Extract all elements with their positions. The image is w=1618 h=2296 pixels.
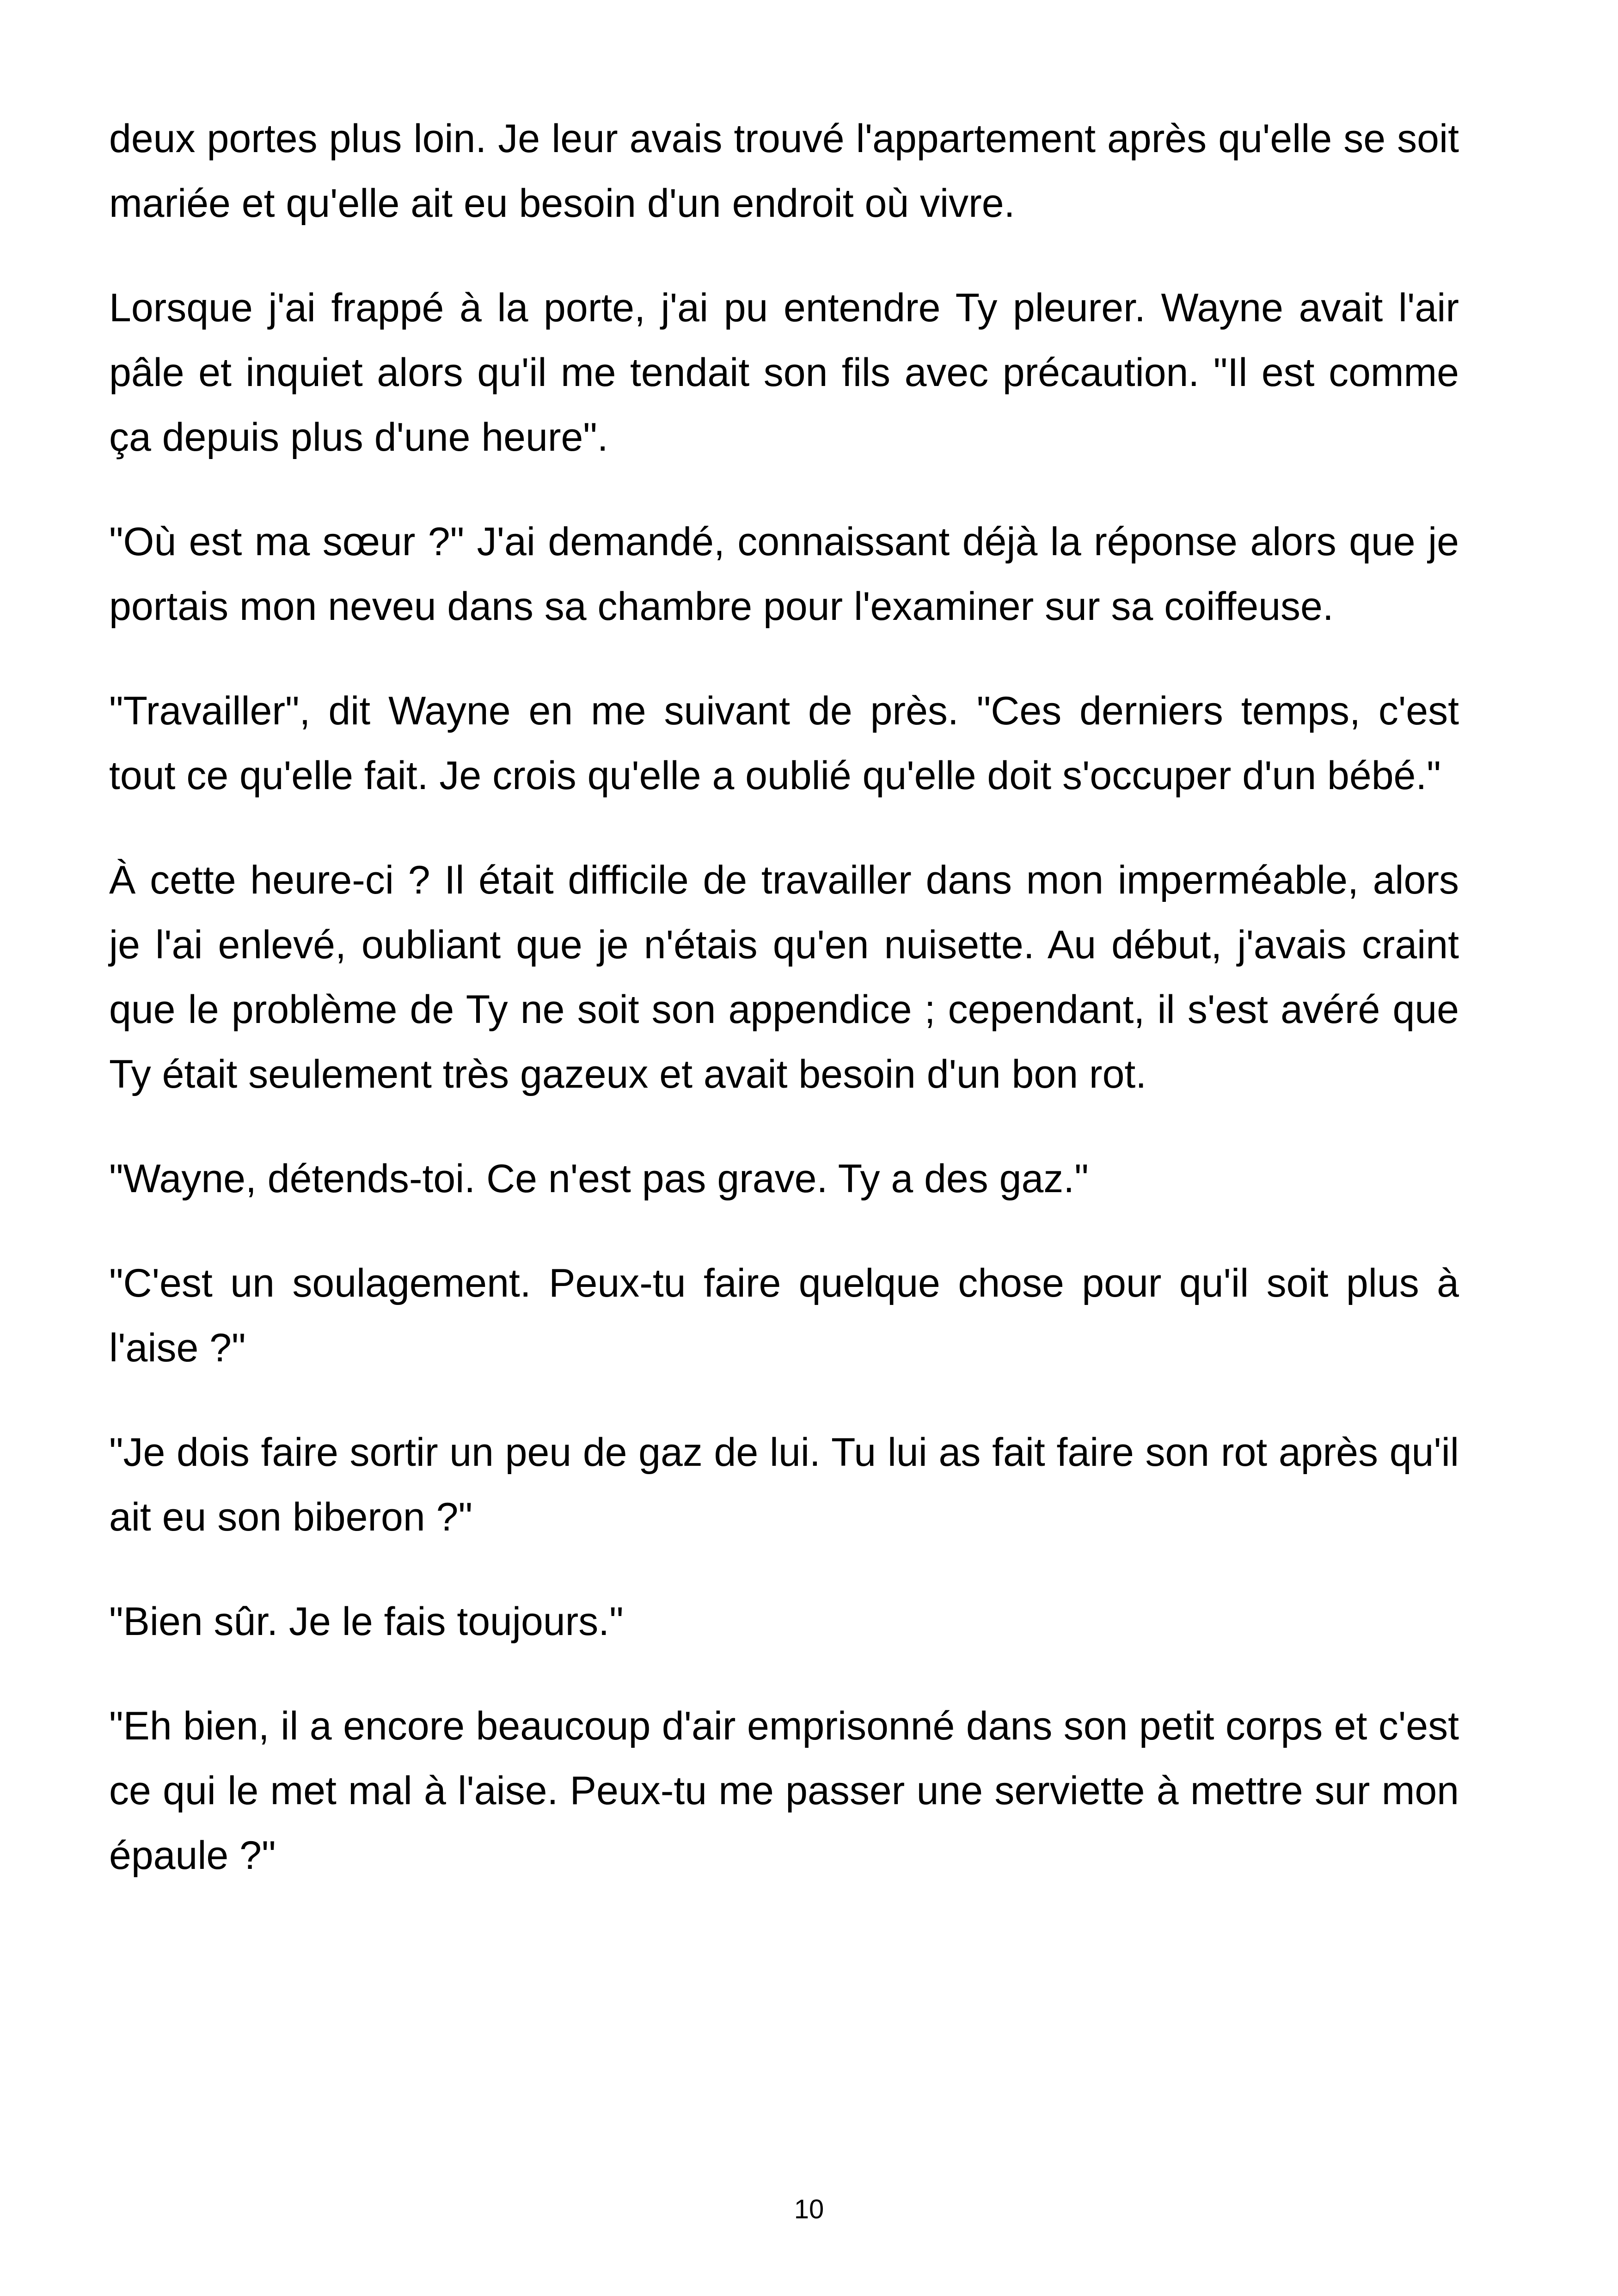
body-text bbox=[109, 106, 1459, 1928]
paragraph: "Bien sûr. Je le fais toujours." bbox=[109, 1599, 624, 1644]
paragraph: À cette heure-ci ? Il était difficile de travailler dans mon imperméable, alors je l'ai enlevé, oubliant que je n'étais qu'en nuisette. Au début, j'avais craint que le problème de Ty ne soit son appendice ; cependant, il s'est avéré que Ty était seulement très gazeux et avait besoin d'un bon rot. bbox=[109, 858, 1459, 1096]
paragraph: deux portes plus loin. Je leur avais trouvé l'appartement après qu'elle se soit mariée et qu'elle ait eu besoin d'un endroit où vivre. bbox=[109, 116, 1459, 226]
paragraph: "Je dois faire sortir un peu de gaz de lui. Tu lui as fait faire son rot après qu'il ait eu son biberon ?" bbox=[109, 1430, 1459, 1539]
paragraph: "Wayne, détends-toi. Ce n'est pas grave. Ty a des gaz." bbox=[109, 1157, 1089, 1201]
paragraph: "Eh bien, il a encore beaucoup d'air emprisonné dans son petit corps et c'est ce qui le met mal à l'aise. Peux-tu me passer une serviette à mettre sur mon épaule ?" bbox=[109, 1704, 1459, 1878]
page-number: 10 bbox=[794, 2194, 824, 2224]
paragraph: "C'est un soulagement. Peux-tu faire quelque chose pour qu'il soit plus à l'aise ?" bbox=[109, 1261, 1459, 1370]
paragraph: "Où est ma sœur ?" J'ai demandé, connaissant déjà la réponse alors que je portais mon neveu dans sa chambre pour l'examiner sur sa coiffeuse. bbox=[109, 520, 1459, 629]
paragraph: "Travailler", dit Wayne en me suivant de près. "Ces derniers temps, c'est tout ce qu'elle fait. Je crois qu'elle a oublié qu'elle doit s'occuper d'un bébé." bbox=[109, 689, 1459, 798]
paragraph: Lorsque j'ai frappé à la porte, j'ai pu entendre Ty pleurer. Wayne avait l'air pâle et inquiet alors qu'il me tendait son fils avec précaution. "Il est comme ça depuis plus d'une heure". bbox=[109, 286, 1459, 459]
